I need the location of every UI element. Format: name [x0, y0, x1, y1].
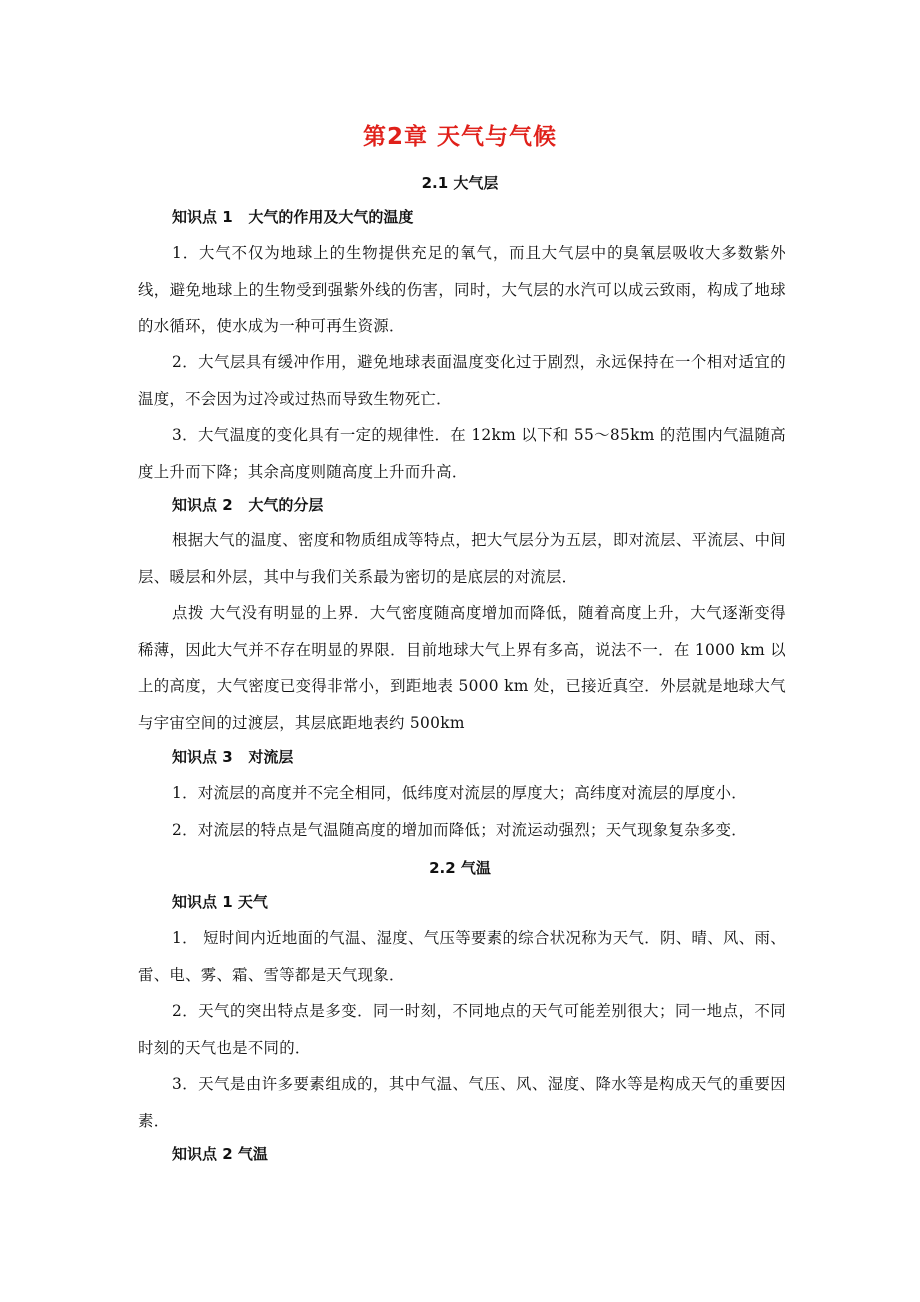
paragraph: 根据大气的温度、密度和物质组成等特点，把大气层分为五层，即对流层、平流层、中间层、暖层和外层，其中与我们关系最为密切的是底层的对流层．: [138, 531, 786, 586]
paragraph: 2．大气层具有缓冲作用，避免地球表面温度变化过于剧烈，永远保持在一个相对适宜的温度，不会因为过冷或过热而导致生物死亡．: [138, 353, 786, 408]
knowledge-point-heading: 知识点 3 对流层: [172, 748, 294, 766]
paragraph: 1．大气不仅为地球上的生物提供充足的氧气，而且大气层中的臭氧层吸收大多数紫外线，避免地球上的生物受到强紫外线的伤害，同时，大气层的水汽可以成云致雨，构成了地球的水循环，使水成为一种可再生资源．: [138, 244, 786, 335]
section-title: 2.2 气温: [429, 859, 491, 877]
paragraph: 3．大气温度的变化具有一定的规律性．在 12km 以下和 55～85km 的范围内气温随高度上升而下降；其余高度则随高度上升而升高．: [138, 426, 786, 481]
knowledge-point-heading: 知识点 2 气温: [172, 1145, 268, 1163]
paragraph: 1． 短时间内近地面的气温、湿度、气压等要素的综合状况称为天气．阴、晴、风、雨、雷、电、雾、霜、雪等都是天气现象．: [138, 929, 786, 984]
tip-paragraph: 点拨 大气没有明显的上界．大气密度随高度增加而降低，随着高度上升，大气逐渐变得稀薄，因此大气并不存在明显的界限．目前地球大气上界有多高，说法不一．在 1000 km 以上的高度，大气密度已变得非常小，到距地表 5000 km 处，已接近真空．外层就是地球大气与宇宙空间的过渡层，其层底距地表约 500km: [138, 604, 786, 732]
section-title: 2.1 大气层: [421, 174, 499, 192]
paragraph: 2．对流层的特点是气温随高度的增加而降低；对流运动强烈；天气现象复杂多变．: [172, 821, 747, 839]
knowledge-point-heading: 知识点 1 天气: [172, 893, 268, 911]
paragraph: 2．天气的突出特点是多变．同一时刻，不同地点的天气可能差别很大；同一地点，不同时刻的天气也是不同的．: [138, 1002, 786, 1057]
paragraph: 1．对流层的高度并不完全相同，低纬度对流层的厚度大；高纬度对流层的厚度小．: [172, 784, 747, 802]
knowledge-point-heading: 知识点 2 大气的分层: [172, 496, 324, 514]
paragraph: 3．天气是由许多要素组成的，其中气温、气压、风、湿度、降水等是构成天气的重要因素．: [138, 1075, 786, 1130]
knowledge-point-heading: 知识点 1 大气的作用及大气的温度: [172, 208, 414, 226]
chapter-title: 第2章 天气与气候: [362, 124, 557, 150]
